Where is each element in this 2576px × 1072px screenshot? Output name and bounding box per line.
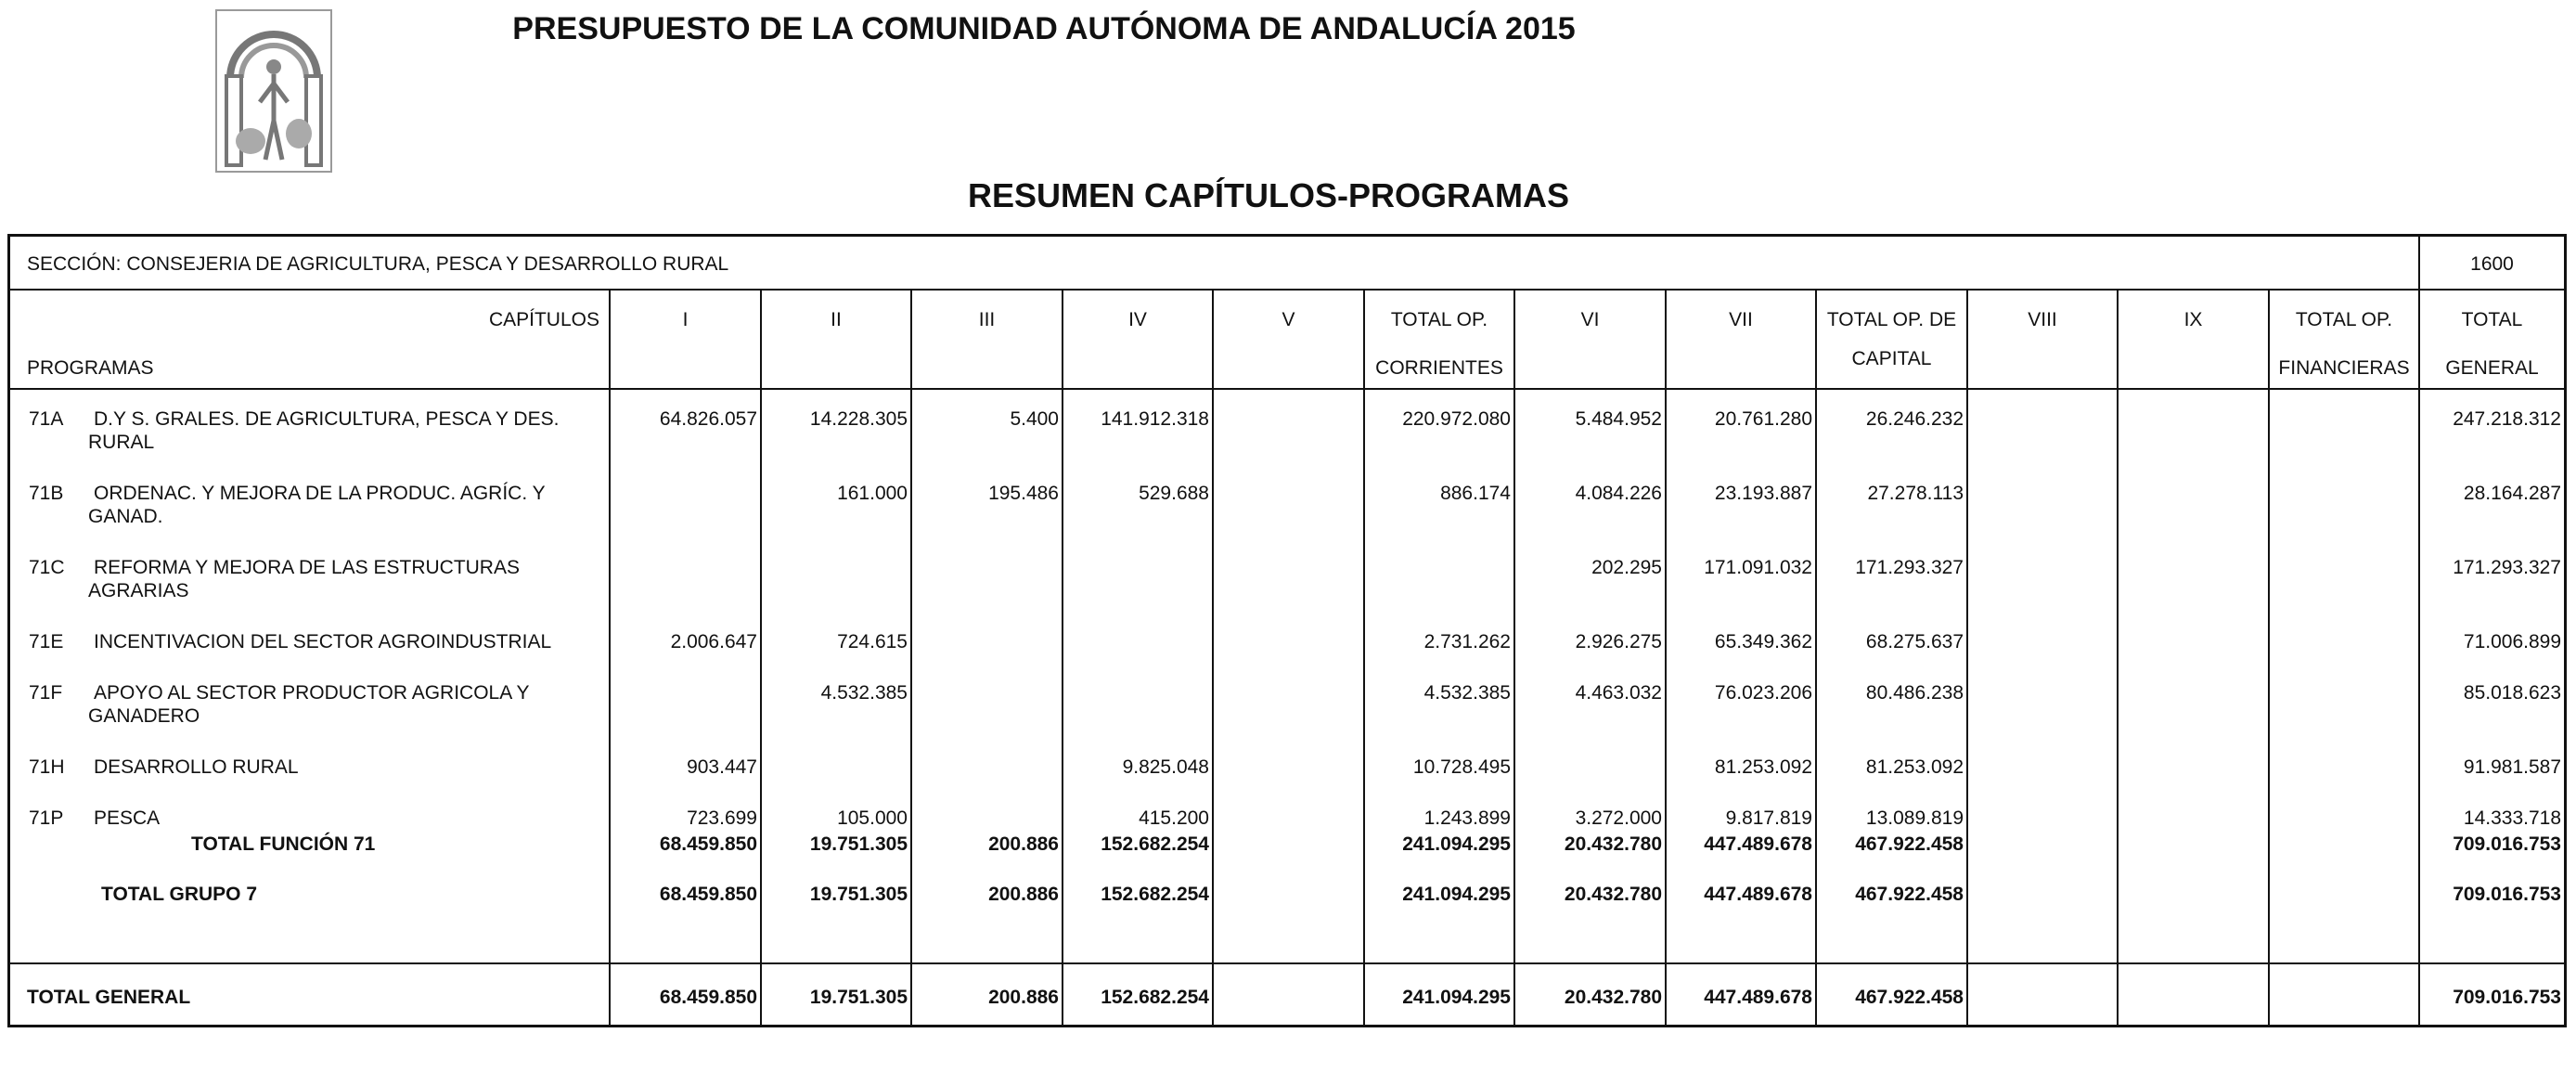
total-value: 19.751.305 bbox=[809, 884, 908, 905]
program-code: 71C bbox=[29, 557, 65, 578]
total-value: 20.432.780 bbox=[1564, 884, 1662, 905]
total-value: 152.682.254 bbox=[1101, 833, 1209, 855]
cell-value: 903.447 bbox=[687, 756, 757, 778]
cell-value: 5.484.952 bbox=[1575, 408, 1662, 430]
cell-value: 14.333.718 bbox=[2463, 807, 2561, 829]
col-divider bbox=[1665, 291, 1667, 1027]
page-subtitle: RESUMEN CAPÍTULOS-PROGRAMAS bbox=[967, 176, 1570, 214]
cell-value: 9.817.819 bbox=[1725, 807, 1812, 829]
cell-value: 71.006.899 bbox=[2463, 631, 2561, 652]
cell-value: 91.981.587 bbox=[2463, 756, 2561, 778]
program-code: 71H bbox=[29, 756, 65, 778]
col-divider bbox=[1212, 291, 1214, 1027]
cell-value: 1.243.899 bbox=[1423, 807, 1511, 829]
program-code: 71A bbox=[29, 408, 64, 430]
col-divider bbox=[2268, 291, 2270, 1027]
section-label: SECCIÓN: CONSEJERIA DE AGRICULTURA, PESCA Y DESARROLLO RURAL bbox=[27, 253, 729, 275]
program-name-cont: GANADERO bbox=[88, 705, 200, 727]
cell-value: 105.000 bbox=[837, 807, 908, 829]
total-value: 19.751.305 bbox=[809, 833, 908, 855]
cell-value: 4.532.385 bbox=[1423, 682, 1511, 704]
cell-value: 161.000 bbox=[837, 483, 908, 504]
cell-value: 81.253.092 bbox=[1865, 756, 1964, 778]
cell-value: 724.615 bbox=[837, 631, 908, 652]
cell-value: 10.728.495 bbox=[1412, 756, 1511, 778]
col-divider bbox=[1815, 291, 1817, 1027]
cell-value: 23.193.887 bbox=[1714, 483, 1812, 504]
total-label: TOTAL GRUPO 7 bbox=[101, 884, 258, 905]
cell-value: 202.295 bbox=[1591, 557, 1662, 578]
total-value: 19.751.305 bbox=[809, 987, 908, 1008]
header-total-op-financieras: TOTAL OP. bbox=[2295, 309, 2393, 330]
total-value: 20.432.780 bbox=[1564, 987, 1662, 1008]
total-value: 241.094.295 bbox=[1402, 987, 1511, 1008]
cell-value: 81.253.092 bbox=[1714, 756, 1812, 778]
program-name-cont: AGRARIAS bbox=[88, 580, 189, 601]
cell-value: 5.400 bbox=[1010, 408, 1059, 430]
cell-value: 13.089.819 bbox=[1865, 807, 1964, 829]
total-value: 200.886 bbox=[988, 884, 1059, 905]
program-name: D.Y S. GRALES. DE AGRICULTURA, PESCA Y DES. bbox=[94, 408, 560, 430]
program-code: 71F bbox=[29, 682, 63, 704]
cell-value: 85.018.623 bbox=[2463, 682, 2561, 704]
cell-value: 64.826.057 bbox=[659, 408, 757, 430]
program-name: INCENTIVACION DEL SECTOR AGROINDUSTRIAL bbox=[94, 631, 552, 652]
program-name-cont: GANAD. bbox=[88, 506, 163, 527]
total-value: 447.489.678 bbox=[1704, 987, 1812, 1008]
total-value: 20.432.780 bbox=[1564, 833, 1662, 855]
total-value: 467.922.458 bbox=[1855, 987, 1964, 1008]
row-divider bbox=[10, 962, 2564, 964]
program-code: 71B bbox=[29, 483, 64, 504]
row-divider bbox=[10, 388, 2564, 390]
program-name: APOYO AL SECTOR PRODUCTOR AGRICOLA Y bbox=[94, 682, 530, 704]
header-col-v: V bbox=[1282, 309, 1295, 330]
cell-value: 4.532.385 bbox=[820, 682, 908, 704]
cell-value: 171.293.327 bbox=[1855, 557, 1964, 578]
cell-value: 171.293.327 bbox=[2453, 557, 2561, 578]
total-label: TOTAL GENERAL bbox=[27, 987, 191, 1008]
header-total-op-capital: TOTAL OP. DE bbox=[1826, 309, 1957, 330]
program-code: 71P bbox=[29, 807, 64, 829]
header-col-iii: III bbox=[978, 309, 996, 330]
cell-value: 26.246.232 bbox=[1865, 408, 1964, 430]
header-total-op-corrientes-2: CORRIENTES bbox=[1375, 357, 1503, 379]
total-value: 152.682.254 bbox=[1101, 884, 1209, 905]
cell-value: 171.091.032 bbox=[1704, 557, 1812, 578]
header-col-viii: VIII bbox=[2028, 309, 2057, 330]
total-value: 467.922.458 bbox=[1855, 884, 1964, 905]
cell-value: 2.926.275 bbox=[1575, 631, 1662, 652]
header-capitulos: CAPÍTULOS bbox=[488, 309, 599, 330]
total-value: 447.489.678 bbox=[1704, 833, 1812, 855]
program-name: DESARROLLO RURAL bbox=[94, 756, 299, 778]
total-value: 447.489.678 bbox=[1704, 884, 1812, 905]
total-value: 68.459.850 bbox=[659, 833, 757, 855]
cell-value: 886.174 bbox=[1440, 483, 1511, 504]
header-total-op-capital-2: CAPITAL bbox=[1851, 348, 1932, 369]
header-total-op-corrientes: TOTAL OP. bbox=[1390, 309, 1488, 330]
cell-value: 28.164.287 bbox=[2463, 483, 2561, 504]
col-divider bbox=[1966, 291, 1968, 1027]
total-value: 68.459.850 bbox=[659, 987, 757, 1008]
cell-value: 2.731.262 bbox=[1423, 631, 1511, 652]
cell-value: 76.023.206 bbox=[1714, 682, 1812, 704]
program-name: PESCA bbox=[94, 807, 161, 829]
col-divider bbox=[1062, 291, 1063, 1027]
total-value: 200.886 bbox=[988, 987, 1059, 1008]
col-divider bbox=[1513, 291, 1515, 1027]
section-code: 1600 bbox=[2470, 253, 2514, 275]
total-label: TOTAL FUNCIÓN 71 bbox=[191, 833, 376, 855]
col-divider bbox=[910, 291, 912, 1027]
header-col-ix: IX bbox=[2183, 309, 2203, 330]
total-value: 709.016.753 bbox=[2453, 987, 2561, 1008]
total-value: 709.016.753 bbox=[2453, 833, 2561, 855]
cell-value: 415.200 bbox=[1139, 807, 1209, 829]
cell-value: 723.699 bbox=[687, 807, 757, 829]
cell-value: 68.275.637 bbox=[1865, 631, 1964, 652]
header-total-general-2: GENERAL bbox=[2445, 357, 2539, 379]
cell-value: 195.486 bbox=[988, 483, 1059, 504]
program-name: REFORMA Y MEJORA DE LAS ESTRUCTURAS bbox=[94, 557, 520, 578]
total-value: 68.459.850 bbox=[659, 884, 757, 905]
program-name: ORDENAC. Y MEJORA DE LA PRODUC. AGRÍC. Y bbox=[94, 483, 546, 504]
header-total-op-financieras-2: FINANCIERAS bbox=[2278, 357, 2410, 379]
header-programas: PROGRAMAS bbox=[27, 357, 154, 379]
cell-value: 247.218.312 bbox=[2453, 408, 2561, 430]
total-value: 200.886 bbox=[988, 833, 1059, 855]
row-divider bbox=[10, 289, 2564, 291]
cell-value: 65.349.362 bbox=[1714, 631, 1812, 652]
header-col-iv: IV bbox=[1128, 309, 1147, 330]
cell-value: 9.825.048 bbox=[1122, 756, 1209, 778]
budget-table bbox=[7, 234, 2567, 1027]
cell-value: 14.228.305 bbox=[809, 408, 908, 430]
cell-value: 27.278.113 bbox=[1867, 483, 1964, 504]
cell-value: 529.688 bbox=[1139, 483, 1209, 504]
cell-value: 141.912.318 bbox=[1101, 408, 1209, 430]
header-col-i: I bbox=[682, 309, 689, 330]
total-value: 241.094.295 bbox=[1402, 833, 1511, 855]
col-divider bbox=[609, 291, 611, 1027]
total-value: 241.094.295 bbox=[1402, 884, 1511, 905]
cell-value: 4.084.226 bbox=[1575, 483, 1662, 504]
col-divider bbox=[1363, 291, 1365, 1027]
header-total-general: TOTAL bbox=[2461, 309, 2523, 330]
total-value: 467.922.458 bbox=[1855, 833, 1964, 855]
program-name-cont: RURAL bbox=[88, 432, 155, 453]
total-value: 709.016.753 bbox=[2453, 884, 2561, 905]
cell-value: 80.486.238 bbox=[1865, 682, 1964, 704]
col-divider bbox=[760, 291, 762, 1027]
header-col-vi: VI bbox=[1580, 309, 1600, 330]
cell-value: 4.463.032 bbox=[1575, 682, 1662, 704]
header-col-ii: II bbox=[831, 309, 842, 330]
cell-value: 220.972.080 bbox=[1402, 408, 1511, 430]
cell-value: 3.272.000 bbox=[1575, 807, 1662, 829]
col-divider bbox=[2117, 291, 2119, 1027]
header-col-vii: VII bbox=[1729, 309, 1753, 330]
program-code: 71E bbox=[29, 631, 64, 652]
col-divider bbox=[2418, 291, 2420, 1027]
total-value: 152.682.254 bbox=[1101, 987, 1209, 1008]
page-title: PRESUPUESTO DE LA COMUNIDAD AUTÓNOMA DE ANDALUCÍA 2015 bbox=[512, 11, 1576, 46]
cell-value: 20.761.280 bbox=[1714, 408, 1812, 430]
cell-value: 2.006.647 bbox=[670, 631, 757, 652]
